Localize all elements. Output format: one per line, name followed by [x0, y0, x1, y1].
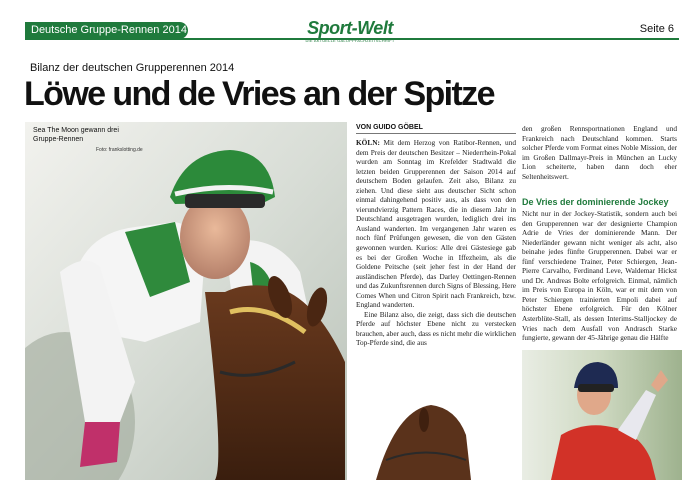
photo-caption: Sea The Moon gewann drei Gruppe-Rennen — [33, 127, 119, 143]
lead-text: Mit dem Herzog von Ratibor-Rennen, und dem Preis der deutschen Besitzer – Niederrhein-Pokal wurden am Sonntag im Krefelder Stadtwald die letzten beiden Grupperennen der Saison 2014 auf deutschem Boden gelaufen. Zeit also, Bilanz zu ziehen. Und diese sieht aus deutscher Sicht schon einmal dahingehend positiv aus, als dass von den vierundvierzig Pattern Races, die in diesem Jahr in Deutschland ausgetragen wurden, lediglich drei ins Ausland wanderten. Im vergangenen Jahr waren es noch fünf Prüfungen gewesen, die von den Gästen gewonnen wurden. Kurios: Alle drei Gästesiege gab es bei der Großen Woche in Iffezheim, als die Goldene Peitsche (seit jeher fest in der Hand der ausländischen Pferde), das Darley Oettingen-Rennen und das Zukunftsrennen durch Signs of Blessing, Here Comes When und Citron Spirit nach Frankreich, bzw. England wanderten. — [356, 138, 516, 310]
dateline: KÖLN: — [356, 138, 380, 147]
article-column-2 — [522, 124, 677, 181]
body-paragraph: Nicht nur in der Jockey-Statistik, sondern auch bei den Grupperennen war der designierte Champion Adrie de Vries der dominierende Mann. Der Niederländer gewann nicht weniger als acht, also beinahe jedes fünfte Grupperennen. Dabei war er fünf verschiedene Trainer, Peter Schiergen, Jean-Pierre Carvalho, Ferdinand Leve, Waldemar Hickst und Dr. Andreas Bolte erfolgreich. Einmal, nämlich im Preis von Europa in Köln, war er mit dem von Peter Schiergen trainierten Empoli dabei auf höchster Ebene erfolgreich. Für den Kölner Asterblüte-Stall, als dessen Interims-Stalljockey de Vries nach dem Ausfall von Andrasch Starke fungierte, gewann der 45-Jährige genau die Hälfte — [522, 209, 677, 343]
lead-paragraph — [356, 138, 516, 310]
logo-subtitle: DIE AKTUELLE GALOPPFACHZEITSCHRIFT — [305, 38, 395, 43]
logo-text: Sport-Welt — [307, 18, 393, 38]
page-number: Seite 6 — [639, 23, 674, 35]
sport-welt-logo — [300, 18, 400, 48]
byline: VON GUIDO GÖBEL — [356, 124, 516, 134]
jockey-celebration-photo — [356, 350, 682, 480]
article-column-2-section — [522, 197, 677, 343]
photo-credit: Foto: frankslotting.de — [96, 147, 143, 153]
article-kicker: Bilanz der deutschen Grupperennen 2014 — [30, 62, 235, 74]
page-header — [0, 0, 696, 52]
section-subhead: De Vries der dominierende Jockey — [522, 197, 669, 207]
article-column-1 — [356, 138, 516, 348]
article-headline: Löwe und de Vries an der Spitze — [24, 75, 494, 113]
body-paragraph: den großen Rennsportnationen England und Frankreich nach Deutschland kommen. Starts solcher Pferde vom Format eines Noble Mission, der im Großen Dallmayr-Preis in München an Lucky Lion scheiterte, haben dann doch eher Seltenheitswert. — [522, 124, 677, 181]
section-label: Deutsche Gruppe-Rennen 2014 — [25, 22, 188, 39]
jockey-photo — [25, 122, 347, 480]
body-paragraph: Eine Bilanz also, die zeigt, dass sich die deutschen Pferde auf höchster Ebene nicht zu verstecken brauchen, aber auch, dass es nicht mehr die wirklichen Top-Pferde sind, die aus — [356, 309, 516, 348]
